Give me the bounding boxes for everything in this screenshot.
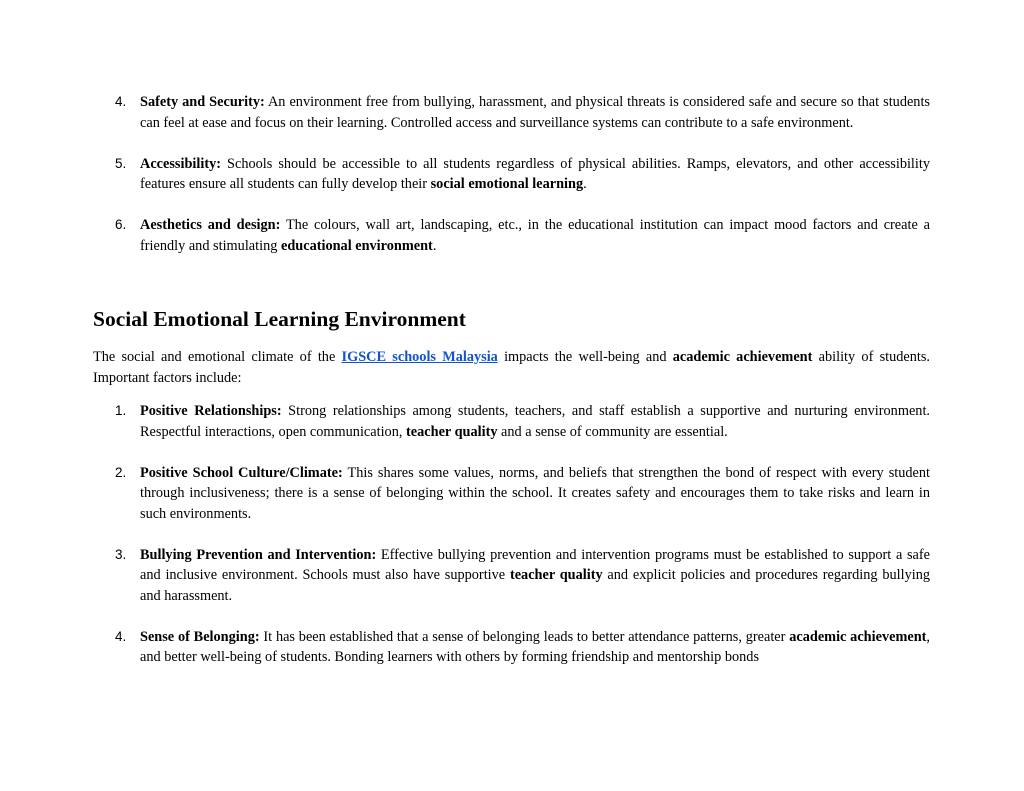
list-text	[140, 401, 930, 442]
item-title: Bullying Prevention and Intervention:	[140, 546, 377, 563]
item-bold-term: teacher quality	[406, 423, 498, 440]
list-number: 2.	[115, 464, 127, 480]
item-title: Positive School Culture/Climate:	[140, 464, 343, 481]
item-body: It has been established that a sense of belonging leads to better attendance patterns, greater	[259, 628, 790, 645]
list-item	[0, 627, 1024, 668]
item-body: An environment free from bullying, harassment, and physical threats is considered safe and secure so that students can feel at ease and focus on their learning. Controlled access and surveillance systems can contribute to a safe environment.	[140, 94, 930, 131]
item-bold-term: academic achievement	[789, 628, 927, 645]
section-intro	[93, 347, 930, 388]
item-tail: and a sense of community are essential.	[497, 423, 728, 440]
item-tail: , and better well-being of students. Bonding learners with others by forming friendship and mentorship bonds	[140, 628, 930, 665]
item-tail: .	[432, 237, 437, 254]
item-bold-term: social emotional learning	[430, 176, 584, 192]
list-number: 4.	[115, 94, 127, 109]
item-title: Positive Relationships:	[140, 403, 282, 419]
list-number: 3.	[115, 546, 127, 562]
list-number: 4.	[115, 628, 127, 644]
list-item	[0, 215, 1024, 256]
item-title: Aesthetics and design:	[140, 217, 281, 233]
item-body: Strong relationships among students, teachers, and staff establish a supportive and nurturing environment. Respectful interactions, open communication,	[140, 403, 930, 440]
item-body: Effective bullying prevention and intervention programs must be established to support a safe and inclusive environment. Schools must also have supportive	[140, 546, 930, 583]
item-title: Sense of Belonging:	[140, 628, 260, 645]
list-number: 6.	[115, 217, 127, 232]
item-tail: .	[583, 176, 587, 192]
list-item	[0, 463, 1024, 525]
list-text	[140, 92, 930, 133]
intro-bold-term: academic achievement	[672, 349, 813, 365]
list-text	[140, 215, 930, 256]
list-text	[140, 154, 930, 195]
item-tail: and explicit policies and procedures regarding bullying and harassment.	[140, 567, 930, 604]
list-item	[0, 154, 1024, 195]
item-title: Safety and Security:	[140, 94, 265, 110]
item-body: Schools should be accessible to all students regardless of physical abilities. Ramps, elevators, and other accessibility features ensure all students can fully develop their	[140, 155, 930, 192]
list-item	[0, 401, 1024, 442]
list-item	[0, 545, 1024, 607]
list-text	[140, 545, 930, 607]
section-heading: Social Emotional Learning Environment	[93, 307, 466, 331]
intro-text: impacts the well-being and	[497, 349, 673, 365]
list-text	[140, 627, 930, 668]
list-number: 1.	[115, 403, 127, 418]
igsce-schools-link[interactable]: IGSCE schools Malaysia	[341, 349, 498, 365]
item-bold-term: teacher quality	[509, 567, 603, 583]
list-continued	[0, 92, 1024, 256]
item-body: This shares some values, norms, and beliefs that strengthen the bond of respect with every student through inclusiveness; there is a sense of belonging within the school. It creates safety and encourages them to take risks and learn in such environments.	[140, 464, 930, 522]
item-body: The colours, wall art, landscaping, etc., in the educational institution can impact mood factors and create a friendly and stimulating	[140, 217, 930, 254]
intro-text: The social and emotional climate of the	[93, 349, 342, 365]
list-text	[140, 463, 930, 525]
item-title: Accessibility:	[140, 155, 221, 172]
intro-text: ability of students. Important factors include:	[93, 349, 931, 386]
list-number: 5.	[115, 155, 127, 171]
list-item	[0, 92, 1024, 133]
factors-list	[0, 401, 1024, 668]
item-bold-term: educational environment	[280, 237, 433, 254]
